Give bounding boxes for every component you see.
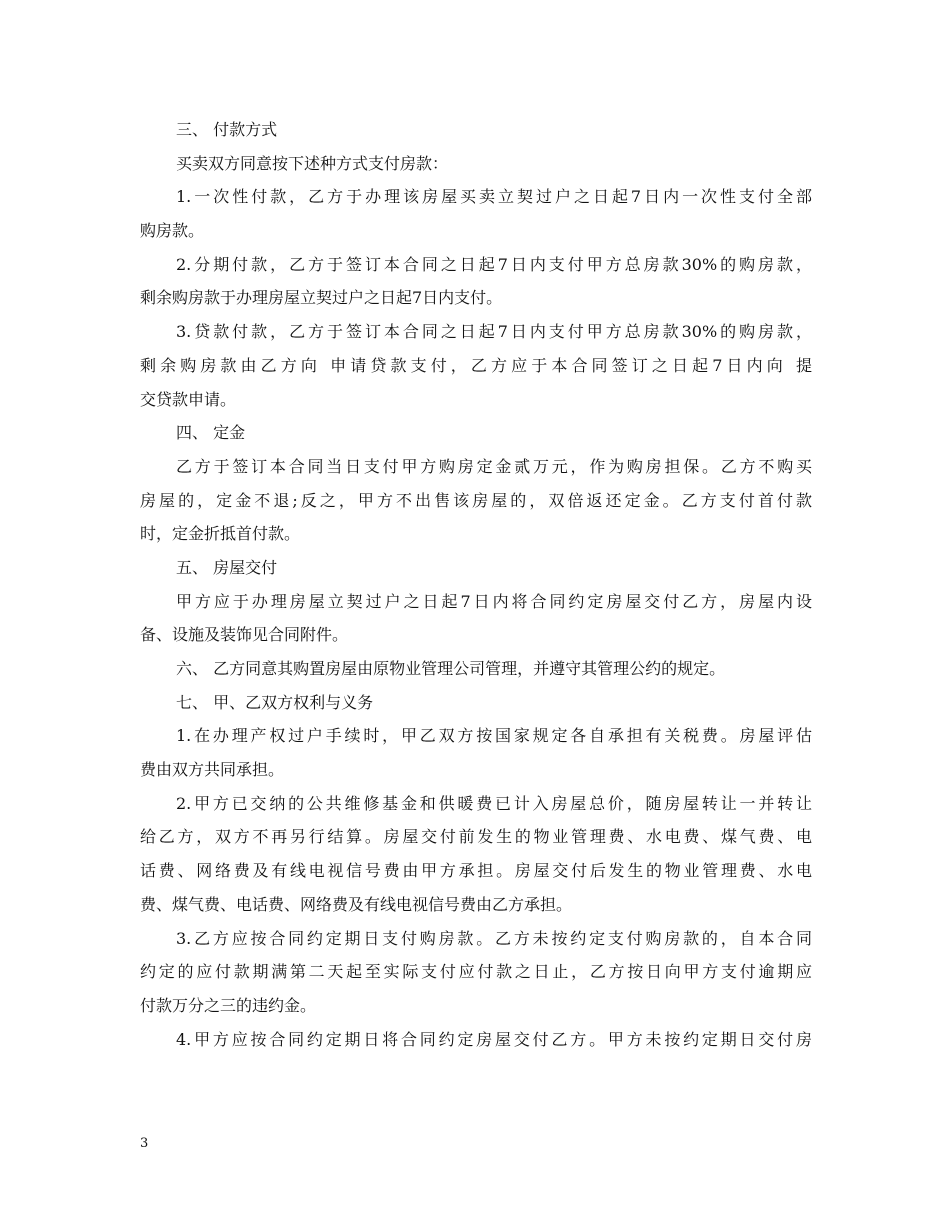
paragraph-line: 4.甲方应按合同约定期日将合同约定房屋交付乙方。甲方未按约定期日交付房 <box>176 1029 812 1049</box>
paragraph-line: 付款万分之三的违约金。 <box>140 995 317 1015</box>
paragraph-line: 房屋的，定金不退;反之，甲方不出售该房屋的，双倍返还定金。乙方支付首付款 <box>140 490 812 510</box>
section-heading-property-management: 六、 乙方同意其购置房屋由原物业管理公司管理，并遵守其管理公约的规定。 <box>176 659 726 678</box>
paragraph-line: 甲方应于办理房屋立契过户之日起7日内将合同约定房屋交付乙方，房屋内设 <box>176 591 812 611</box>
paragraph-line: 费、煤气费、电话费、网络费及有线电视信号费由乙方承担。 <box>140 894 573 914</box>
paragraph-line: 购房款。 <box>140 221 205 241</box>
paragraph-line: 费由双方共同承担。 <box>140 760 285 780</box>
section-heading-rights-obligations: 七、 甲、乙双方权利与义务 <box>176 692 374 712</box>
document-body <box>140 113 812 1056</box>
paragraph-line: 剩余购房款于办理房屋立契过户之日起7日内支付。 <box>140 288 503 308</box>
paragraph-line: 3.贷款付款，乙方于签订本合同之日起7日内支付甲方总房款30%的购房款， <box>176 322 812 342</box>
paragraph-line: 时，定金折抵首付款。 <box>140 524 301 544</box>
paragraph-line: 备、设施及装饰见合同附件。 <box>140 625 349 645</box>
paragraph-line: 2.分期付款，乙方于签订本合同之日起7日内支付甲方总房款30%的购房款， <box>176 254 812 274</box>
section-heading-deposit: 四、 定金 <box>176 423 246 443</box>
paragraph-line: 1.在办理产权过户手续时，甲乙双方按国家规定各自承担有关税费。房屋评估 <box>176 726 812 746</box>
paragraph-line: 2.甲方已交纳的公共维修基金和供暖费已计入房屋总价，随房屋转让一并转让 <box>176 793 812 813</box>
paragraph-line: 买卖双方同意按下述种方式支付房款： <box>176 153 449 173</box>
paragraph-line: 剩余购房款由乙方向 申请贷款支付，乙方应于本合同签订之日起7日内向 提 <box>140 355 812 375</box>
paragraph-line: 1.一次性付款，乙方于办理该房屋买卖立契过户之日起7日内一次性支付全部 <box>176 187 812 207</box>
section-heading-payment-method: 三、 付款方式 <box>176 120 278 139</box>
paragraph-line: 3.乙方应按合同约定期日支付购房款。乙方未按约定支付购房款的，自本合同 <box>176 928 812 948</box>
paragraph-line: 给乙方，双方不再另行结算。房屋交付前发生的物业管理费、水电费、煤气费、电 <box>140 827 812 847</box>
paragraph-line: 交贷款申请。 <box>140 389 237 409</box>
paragraph-line: 约定的应付款期满第二天起至实际支付应付款之日止，乙方按日向甲方支付逾期应 <box>140 962 812 982</box>
paragraph-line: 乙方于签订本合同当日支付甲方购房定金贰万元，作为购房担保。乙方不购买 <box>176 456 812 476</box>
page-number: 3 <box>140 1136 149 1151</box>
section-heading-house-delivery: 五、 房屋交付 <box>176 557 278 577</box>
paragraph-line: 话费、网络费及有线电视信号费由甲方承担。房屋交付后发生的物业管理费、水电 <box>140 861 812 881</box>
